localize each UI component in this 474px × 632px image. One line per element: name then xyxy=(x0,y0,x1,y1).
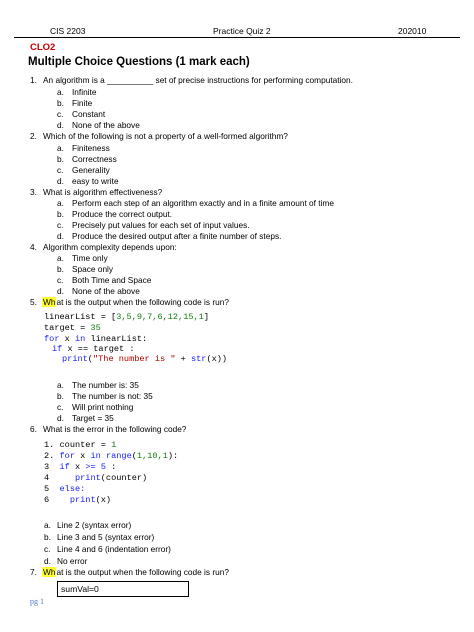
q5-number: 5. xyxy=(30,297,37,307)
q6-code-line-4 xyxy=(44,473,147,483)
q4-option-text: Space only xyxy=(72,264,114,274)
q1-option-label: a. xyxy=(57,87,64,97)
line-number: 3 xyxy=(44,462,50,472)
q5-option-text: Will print nothing xyxy=(72,402,134,412)
line-number: 6 xyxy=(44,495,50,505)
code-token: ( xyxy=(87,354,93,364)
q5-code-line-4 xyxy=(52,344,135,354)
code-token: linearList = [ xyxy=(44,312,117,322)
q1-option-text: None of the above xyxy=(72,120,140,130)
code-keyword: range xyxy=(100,451,132,461)
q3-option-text: Precisely put values for each set of input values. xyxy=(72,220,250,230)
code-token: ( xyxy=(131,451,137,461)
q6-code-line-6 xyxy=(44,495,111,505)
line-number: 1. xyxy=(44,440,55,450)
q4-option-label: d. xyxy=(57,286,64,296)
code-token: (x) xyxy=(95,495,112,505)
q1-text: An algorithm is a __________ set of precise instructions for performing computation. xyxy=(43,75,353,85)
code-token: linearList: xyxy=(85,334,148,344)
code-token: x xyxy=(69,462,86,472)
q1-option-label: b. xyxy=(57,98,64,108)
code-number: 1,10,1 xyxy=(136,451,168,461)
code-number: 3,5,9,7,6,12,15,1 xyxy=(116,312,204,322)
q1-option-label: c. xyxy=(57,109,64,119)
code-token: : xyxy=(105,462,117,472)
term: 202010 xyxy=(398,26,427,36)
q5-option-label: d. xyxy=(57,413,64,423)
q3-option-text: Produce the desired output after a finite number of steps. xyxy=(72,231,282,241)
q7-text xyxy=(42,567,229,577)
q6-option-label: b. xyxy=(44,532,51,542)
q2-option-label: d. xyxy=(57,176,64,186)
code-token: target = xyxy=(44,323,91,333)
code-token: x == target : xyxy=(62,344,135,354)
q2-option-text: easy to write xyxy=(72,176,119,186)
q4-option-label: a. xyxy=(57,253,64,263)
q6-option-label: d. xyxy=(44,556,51,566)
q6-code-line-1 xyxy=(44,440,116,450)
q5-highlight: Wh xyxy=(43,297,56,307)
q4-text: Algorithm complexity depends upon: xyxy=(43,242,177,252)
q4-option-text: Time only xyxy=(72,253,108,263)
q2-text: Which of the following is not a property of a well-formed algorithm? xyxy=(43,131,288,141)
code-token: (x)) xyxy=(206,354,228,364)
q5-option-label: c. xyxy=(57,402,64,412)
quiz-title: Practice Quiz 2 xyxy=(213,26,271,36)
code-token: (counter) xyxy=(100,473,148,483)
q2-option-text: Generality xyxy=(72,165,110,175)
q5-text-rest: at is the output when the following code is run? xyxy=(56,297,229,307)
q6-option-text: Line 3 and 5 (syntax error) xyxy=(57,532,155,542)
code-token: ] xyxy=(203,312,210,322)
line-number: 4 xyxy=(44,473,50,483)
clo-label: CLO2 xyxy=(30,42,56,53)
q1-option-text: Constant xyxy=(72,109,106,119)
code-keyword: for xyxy=(59,451,75,461)
q1-number: 1. xyxy=(30,75,37,85)
q5-code-line-5 xyxy=(62,354,227,364)
q5-code-line-3 xyxy=(44,334,147,344)
q5-option-text: Target = 35 xyxy=(72,413,114,423)
q6-option-text: Line 2 (syntax error) xyxy=(57,520,132,530)
code-keyword: else: xyxy=(59,484,86,494)
q6-option-text: Line 4 and 6 (indentation error) xyxy=(57,544,171,554)
code-token: counter = xyxy=(59,440,112,450)
q6-code-line-3 xyxy=(44,462,116,472)
q7-code-box xyxy=(57,581,189,597)
q3-option-label: a. xyxy=(57,198,64,208)
code-keyword: in xyxy=(74,334,86,344)
q4-option-text: None of the above xyxy=(72,286,140,296)
q6-option-label: a. xyxy=(44,520,51,530)
q5-option-label: a. xyxy=(57,380,64,390)
code-token: + xyxy=(175,354,191,364)
q4-option-text: Both Time and Space xyxy=(72,275,152,285)
q2-option-label: a. xyxy=(57,143,64,153)
code-keyword: print xyxy=(74,473,101,483)
section-title: Multiple Choice Questions (1 mark each) xyxy=(28,56,250,68)
q7-number: 7. xyxy=(30,567,37,577)
q1-option-text: Finite xyxy=(72,98,93,108)
q5-text xyxy=(42,297,229,307)
q1-option-text: Infinite xyxy=(72,87,97,97)
page-number: pg 1 xyxy=(30,597,44,606)
q4-option-label: c. xyxy=(57,275,64,285)
q5-option-text: The number is: 35 xyxy=(72,380,139,390)
q7-text-rest: at is the output when the following code is run? xyxy=(56,567,229,577)
q6-code-line-5 xyxy=(44,484,85,494)
code-token: x xyxy=(74,451,91,461)
q6-number: 6. xyxy=(30,424,37,434)
q6-code-line-2 xyxy=(44,451,178,461)
q6-option-text: No error xyxy=(57,556,88,566)
code-number: 1 xyxy=(111,440,117,450)
q6-text: What is the error in the following code? xyxy=(43,424,187,434)
code-token: x xyxy=(59,334,75,344)
q4-number: 4. xyxy=(30,242,37,252)
q5-option-label: b. xyxy=(57,391,64,401)
code-string: "The number is " xyxy=(92,354,176,364)
q6-option-label: c. xyxy=(44,544,51,554)
q5-option-text: The number is not: 35 xyxy=(72,391,153,401)
q2-option-text: Correctness xyxy=(72,154,117,164)
q3-option-text: Perform each step of an algorithm exactly and in a finite amount of time xyxy=(72,198,334,208)
code-number: 35 xyxy=(90,323,101,333)
q1-option-label: d. xyxy=(57,120,64,130)
q3-number: 3. xyxy=(30,187,37,197)
code-operator: >= 5 xyxy=(85,462,106,472)
line-number: 2. xyxy=(44,451,55,461)
q4-option-label: b. xyxy=(57,264,64,274)
header-rule xyxy=(14,37,460,38)
q3-text: What is algorithm effectiveness? xyxy=(43,187,163,197)
q3-option-label: b. xyxy=(57,209,64,219)
q7-code-text: sumVal=0 xyxy=(61,584,99,594)
q2-number: 2. xyxy=(30,131,37,141)
code-keyword: print xyxy=(69,495,96,505)
code-keyword: str xyxy=(190,354,207,364)
q2-option-text: Finiteness xyxy=(72,143,110,153)
course-code: CIS 2203 xyxy=(50,26,86,36)
q2-option-label: c. xyxy=(57,165,64,175)
line-number: 5 xyxy=(44,484,50,494)
q7-highlight: Wh xyxy=(43,567,56,577)
code-keyword: in xyxy=(90,451,101,461)
q2-option-label: b. xyxy=(57,154,64,164)
code-keyword: print xyxy=(62,354,88,364)
code-keyword: if xyxy=(52,344,63,354)
q3-option-label: c. xyxy=(57,220,64,230)
code-keyword: for xyxy=(44,334,60,344)
code-token: ): xyxy=(167,451,179,461)
q5-code-line-1 xyxy=(44,312,209,322)
q3-option-text: Produce the correct output. xyxy=(72,209,173,219)
q3-option-label: d. xyxy=(57,231,64,241)
code-keyword: if xyxy=(59,462,70,472)
q5-code-line-2 xyxy=(44,323,101,333)
